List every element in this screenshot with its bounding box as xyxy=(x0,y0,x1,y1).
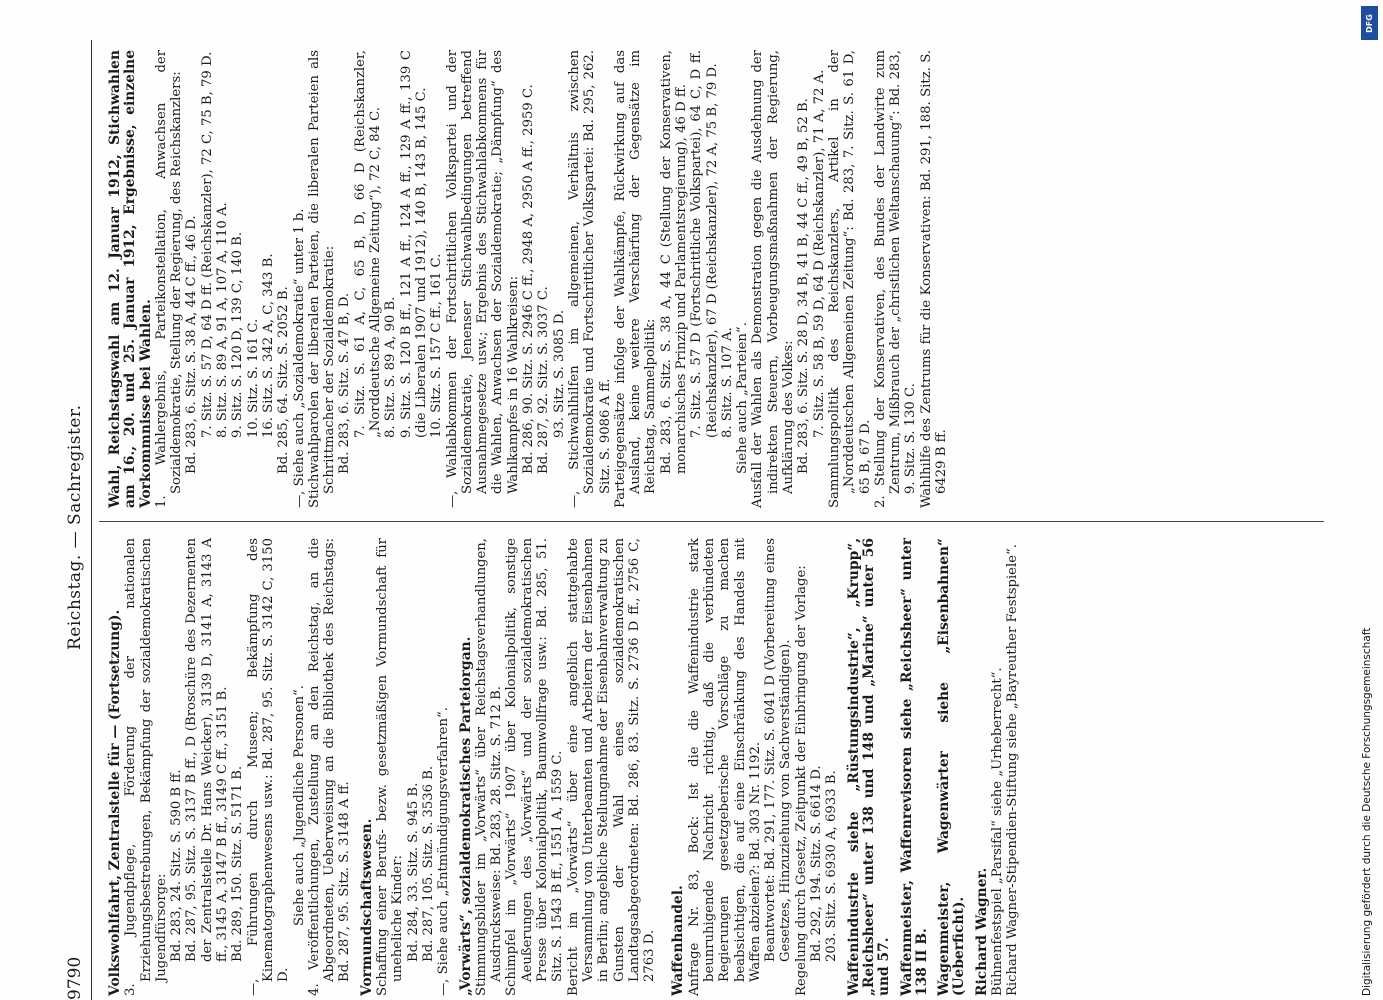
index-entry: 7. Sitz. S. 58 B, 59 D, 64 D (Reichskanzler), 71 A, 72 A. xyxy=(811,69,827,438)
page-number: 9790 xyxy=(65,956,85,1000)
index-heading: Waffenindustrie siehe „Rüstungsindustrie“, „Krupp“, „Reichsheer“ unter 138 und 148 und „Marine“ unter 56 und 57. xyxy=(845,538,893,996)
header-rule xyxy=(91,40,92,1000)
index-entry: Beantwortet: Bd. 291, 177. Sitz. S. 6041 D (Vorbereitung eines Gesetzes, Hinzuziehung von Sachverständigen). xyxy=(763,538,794,962)
digitization-credit xyxy=(1359,6,1381,996)
index-entry: 10. Sitz. S. 161 C. xyxy=(245,318,261,438)
index-entry: Bd. 283, 6. Sitz. S. 38 A, 44 C ff., 46 D. xyxy=(184,215,200,474)
index-heading: Volkswohlfahrt, Zentralstelle für — (Fortsetzung). xyxy=(107,609,123,996)
index-entry: —, Siehe auch „Entmündigungsverfahren“. xyxy=(436,707,452,996)
spacer xyxy=(657,538,664,996)
index-entry: Bd. 292, 194. Sitz. S. 6614 D. xyxy=(809,765,825,962)
index-entry: 9. Sitz. S. 120 B ff., 121 A ff., 124 A ff., 129 A ff., 139 C (die Liberalen 1907 und 1912), 140 B, 143 B, 145 C. xyxy=(398,50,429,438)
digitization-note: Digitalisierung gefördert durch die Deutsche Forschungsgemeinschaft xyxy=(1361,627,1373,996)
index-entry: 7. Sitz. S. 61 A, C, 65 B, D, 66 D (Reichskanzler, „Norddeutsche Allgemeine Zeitung“), 72 C, 84 C. xyxy=(352,50,384,438)
index-entry: Bd. 286, 90. Sitz. S. 2946 C ff., 2948 A, 2950 A ff., 2959 C. xyxy=(521,84,537,474)
index-entry: Bühnenfestspiel „Parsifal“ siehe „Urheberrecht“. xyxy=(990,667,1006,996)
dfg-logo: DFG xyxy=(1361,6,1378,40)
index-entry: Bd. 287, 92. Sitz. S. 3037 C. xyxy=(536,286,552,474)
index-entry: 4. Veröffentlichungen, Zustellung an den Reichstag, an die Abgeordneten, Ueberweisung an die Bibliothek des Reichstags: Bd. 287, 95. Sitz. S. 3148 A ff. xyxy=(306,538,353,996)
index-entry: 8. Sitz. S. 89 A, 91 A, 107 A, 110 A. xyxy=(215,202,231,438)
index-entry: 8. Sitz. S. 89 A, 90 B. xyxy=(383,296,399,438)
index-entry: Siehe auch „Jugendliche Personen“. xyxy=(291,685,307,926)
index-entry: 2. Stellung der Konservativen, des Bundes der Landwirte zum Zentrum, Mißbrauch der „christlichen Weltanschauung“: Bd. 283, 9. Sitz. S. 130 C. xyxy=(872,50,919,508)
index-entry: Anfrage Nr. 83, Bock: Ist die die Waffenindustrie stark beunruhigende Nachricht richtig, daß die verbündeten Regierungen gesetzgeberische Vorschläge zu machen beabsichtigen, die auf eine Einschränkung des Handels mit Waffen abzielen?: Bd. 303 Nr. 1192. xyxy=(686,538,763,996)
index-entry: Bd. 285, 64. Sitz. S. 2052 B. xyxy=(276,286,292,474)
index-entry: Schaffung einer Berufs- bezw. gesetzmäßigen Vormundschaft für uneheliche Kinder: xyxy=(375,538,406,996)
index-entry: Bd. 287, 95. Sitz. S. 3137 B ff., D (Broschüre des Dezernenten der Zentralstelle Dr. Hans Weicker), 3139 D, 3141 A, 3143 A ff., 3145 A, 3147 B ff., 3149 C ff., 3151 B. xyxy=(184,538,231,962)
index-entry: Regelung durch Gesetz, Zeitpunkt der Einbringung der Vorlage: xyxy=(793,565,809,996)
index-entry: —, Stichwahlhilfen im allgemeinen, Verhältnis zwischen Sozialdemokratie und Fortschrittlicher Volkspartei: Bd. 295, 262. Sitz. S. 9086 A ff. xyxy=(566,50,613,508)
index-entry: Bd. 287, 105. Sitz. S. 3536 B. xyxy=(420,765,436,962)
index-heading: Waffenmeister, Waffenrevisoren siehe „Reichsheer“ unter 138 II B. xyxy=(898,538,930,996)
column-divider xyxy=(99,521,1324,522)
index-entry: Bd. 284, 33. Sitz. S. 945 B. xyxy=(405,782,421,962)
right-column xyxy=(101,50,949,508)
index-entry: —, Wahlabkommen der Fortschrittlichen Volkspartei und der Sozialdemokratie, Jenenser Stichwahlbedingungen betreffend Ausnahmegesetze usw.; Ergebnis des Stichwahlabkommens für die Wahlen, Anwachsen der Sozialdemokratie; „Dämpfung“ des Wahlkampfes in 16 Wahlkreisen: xyxy=(444,50,521,508)
index-entry: Bd. 289, 150. Sitz. S. 5171 B. xyxy=(230,765,246,962)
index-entry: Bd. 283, 6. Sitz. S. 28 D, 34 B, 41 B, 44 C ff., 49 B, 52 B. xyxy=(796,98,812,474)
index-entry: Parteigegensätze infolge der Wahlkämpfe, Rückwirkung auf das Ausland, keine weitere Verschärfung der Gegensätze im Reichstag, Sammelpolitik: xyxy=(612,50,659,508)
index-entry: Richard Wagner-Stipendien-Stiftung siehe „Bayreuther Festspiele“. xyxy=(1005,544,1021,996)
index-entry: Wahlhilfe des Zentrums für die Konservativen: Bd. 291, 188. Sitz. S. 6429 B ff. xyxy=(918,50,950,508)
index-heading: Wahl, Reichstagswahl am 12. Januar 1912, Stichwahlen am 16., 20. und 25. Januar 1912, Ergebnisse, einzelne Vorkommnisse bei Wahlen. xyxy=(107,50,154,508)
index-entry: 93. Sitz. S. 3085 D. xyxy=(551,309,567,438)
index-entry: Schimpfel im „Vorwärts“ 1907 über Kolonialpolitik, sonstige Aeußerungen des „Vorwärts“ und der sozialdemokratischen Presse über Kolonialpolitik, Baumwollfrage usw.: Bd. 285, 51. Sitz. S. 1543 B ff., 1551 A, 1559 C. xyxy=(504,538,566,996)
index-heading: „Vorwärts“, sozialdemokratisches Parteiorgan. xyxy=(457,636,474,996)
index-entry: 7. Sitz. S. 57 D, 64 D ff. (Reichskanzler), 72 C, 75 B, 79 D. xyxy=(199,51,215,438)
index-entry: 203. Sitz. S. 6930 A, 6933 B. xyxy=(824,770,840,962)
index-heading: Waffenhandel. xyxy=(670,885,687,996)
index-entry: Ausfall der Wahlen als Demonstration gegen die Ausdehnung der indirekten Steuern, Vorbeugungsmaßnahmen der Regierung, Aufklärung des Volkes: xyxy=(750,50,797,508)
page-header xyxy=(65,40,93,1000)
left-column xyxy=(101,538,1021,996)
index-entry: Stichwahlparolen der liberalen Parteien, die liberalen Parteien als Schrittmacher der Sozialdemokratie: xyxy=(306,50,338,508)
index-entry: 10. Sitz. S. 157 C ff., 161 C. xyxy=(429,253,445,438)
index-entry: 9. Sitz. S. 120 D, 139 C, 140 B. xyxy=(230,231,246,438)
index-entry: 3. Jugendpflege, Förderung der nationalen Erziehungsbestrebungen, Bekämpfung der sozialdemokratischen Jugendfürsorge: xyxy=(123,538,169,996)
index-entry: 16. Sitz. S. 342 A, C, 343 B. xyxy=(260,253,276,438)
index-heading: Vormundschaftswesen. xyxy=(358,818,375,996)
index-entry: Bd. 283, 24. Sitz. S. 590 B ff. xyxy=(169,769,185,962)
index-entry: 8. Sitz. S. 107 A. xyxy=(719,327,735,438)
index-entry: Siehe auch „Parteien“. xyxy=(735,322,751,474)
index-entry: —, Führungen durch Museen; Bekämpfung des Kinematographenwesens usw.: Bd. 287, 95. Sitz. S. 3142 C, 3150 D. xyxy=(245,538,292,996)
index-entry: Sammlungspolitik des Reichskanzlers, Artikel in der „Norddeutschen Allgemeinen Zeitung“: Bd. 283, 7. Sitz. S. 61 D, 65 B, 67 D. xyxy=(826,50,873,508)
rotated-page-content xyxy=(25,40,1325,1000)
index-entry: 1. Wahlergebnis, Parteikonstellation, Anwachsen der Sozialdemokratie, Stellung der Regierung, des Reichskanzlers: xyxy=(153,50,185,508)
index-entry: 7. Sitz. S. 57 D (Fortschrittliche Volkspartei), 64 C, D ff. (Reichskanzler), 67 D (Reichskanzler), 72 A, 75 B, 79 D. xyxy=(689,50,720,438)
index-entry: Bd. 283, 6. Sitz. S. 38 A, 44 C (Stellung der Konservativen, monarchisches Prinzip und Parlamentsregierung), 46 D ff. xyxy=(658,50,689,474)
index-entry: Stimmungsbilder im „Vorwärts“ über Reichstagsverhandlungen, Ausdrucksweise: Bd. 283, 28. Sitz. S. 712 B. xyxy=(473,538,505,996)
running-head: Reichstag. — Sachregister. xyxy=(65,404,85,650)
index-entry: —, Siehe auch „Sozialdemokratie“ unter 1 b. xyxy=(291,208,307,508)
index-heading: Wagenmeister, Wagenwärter siehe „Eisenbahnen“ (Ueberficht). xyxy=(936,538,968,996)
index-heading: Richard Wagner. xyxy=(973,867,990,996)
index-entry: Bd. 283, 6. Sitz. S. 47 B, D. xyxy=(337,292,353,474)
index-entry: Bericht im „Vorwärts“ über eine angeblich stattgehabte Versammlung von Unterbeamten und Arbeitern der Eisenbahnen in Berlin; angebliche Stellungnahme der Eisenbahnverwaltung zu Gunsten der Wahl eines sozialdemokratischen Landtagsabgeordneten: Bd. 286, 83. Sitz. S. 2736 D ff., 2756 C, 2763 D. xyxy=(565,538,658,996)
